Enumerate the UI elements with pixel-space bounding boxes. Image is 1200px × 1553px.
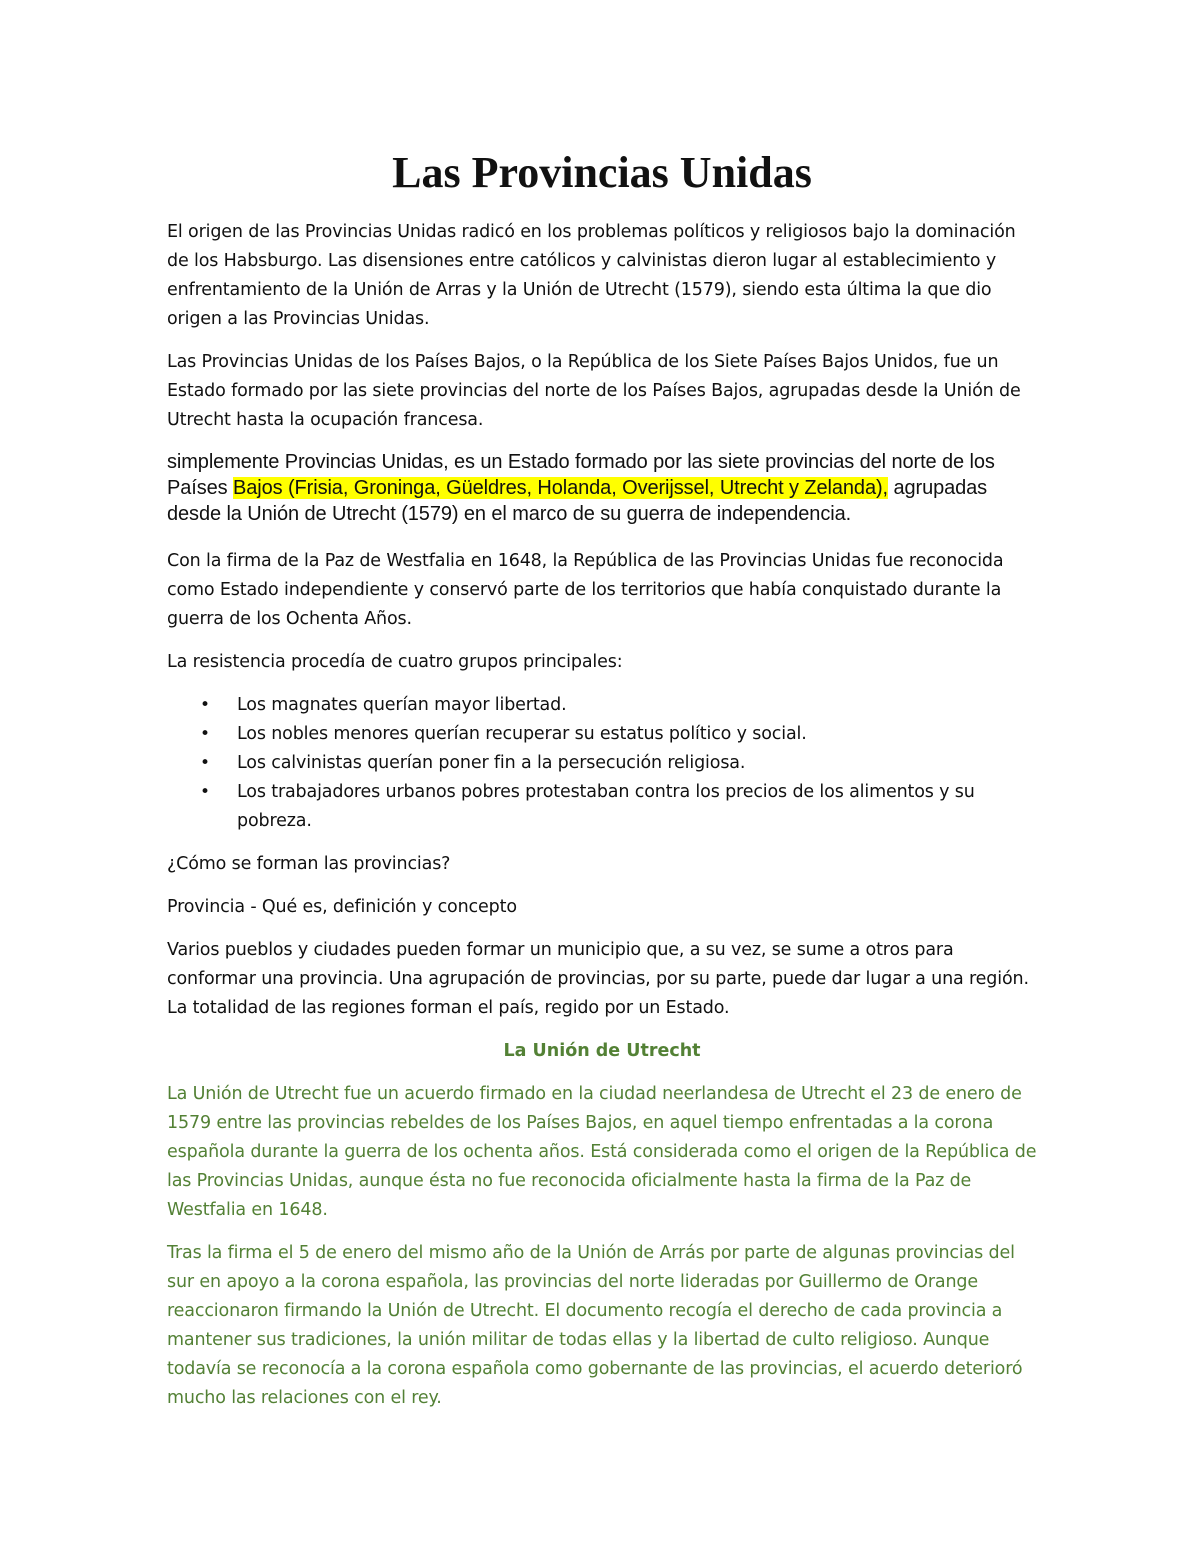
document-title: Las Provincias Unidas <box>392 148 812 197</box>
paragraph-utrecht-reaction: Tras la firma el 5 de enero del mismo año de la Unión de Arrás por parte de algunas provincias del sur en apoyo a la corona española, las provincias del norte lideradas por Guillermo de Orange reaccionaron firmando la Unión de Utrecht. El documento recogía el derecho de cada provincia a mantener sus tradiciones, la unión militar de todas ellas y la libertad de culto religioso. Aunque todavía se reconocía a la corona española como gobernante de las provincias, el acuerdo deterioró mucho las relaciones con el rey. <box>167 1243 1023 1408</box>
paragraph-seven-provinces-start: simplemente Provincias Unidas, es un Estado formado por las siete provincias del norte de los Países <box>167 451 995 499</box>
list-item-text: Los magnates querían mayor libertad. <box>237 695 567 715</box>
paragraph-westfalia: Con la firma de la Paz de Westfalia en 1648, la República de las Provincias Unidas fue reconocida como Estado independiente y conservó parte de los territorios que había conquistado durante la guerra de los Ochenta Años. <box>167 551 1004 629</box>
paragraph-province-concept: Provincia - Qué es, definición y concepto <box>167 897 517 917</box>
list-item <box>167 749 1037 778</box>
list-item-text: Los trabajadores urbanos pobres protestaban contra los precios de los alimentos y su pobreza. <box>237 782 975 831</box>
document-body <box>167 140 1037 1427</box>
list-item <box>167 778 1037 836</box>
list-item <box>167 691 1037 720</box>
bullet-icon: • <box>200 782 210 802</box>
list-item-text: Los calvinistas querían poner fin a la persecución religiosa. <box>237 753 746 773</box>
paragraph-seven-provinces-end: agrupadas desde la Unión de Utrecht (1579) en el marco de su guerra de independencia. <box>167 477 988 525</box>
section-heading-utrecht: La Unión de Utrecht <box>503 1041 701 1061</box>
paragraph-question: ¿Cómo se forman las provincias? <box>167 854 451 874</box>
highlighted-provinces-list: Bajos (Frisia, Groninga, Güeldres, Holanda, Overijssel, Utrecht y Zelanda), <box>233 477 888 499</box>
paragraph-utrecht-agreement: La Unión de Utrecht fue un acuerdo firmado en la ciudad neerlandesa de Utrecht el 23 de enero de 1579 entre las provincias rebeldes de los Países Bajos, en aquel tiempo enfrentadas a la corona española durante la guerra de los ochenta años. Está considerada como el origen de la República de las Provincias Unidas, aunque ésta no fue reconocida oficialmente hasta la firma de la Paz de Westfalia en 1648. <box>167 1084 1037 1220</box>
paragraph-resistance-intro: La resistencia procedía de cuatro grupos principales: <box>167 652 623 672</box>
list-item <box>167 720 1037 749</box>
resistance-groups-list <box>167 691 1037 836</box>
paragraph-municipalities: Varios pueblos y ciudades pueden formar un municipio que, a su vez, se sume a otros para conformar una provincia. Una agrupación de provincias, por su parte, puede dar lugar a una región. La totalidad de las regiones forman el país, regido por un Estado. <box>167 940 1029 1018</box>
paragraph-origin: El origen de las Provincias Unidas radicó en los problemas políticos y religiosos bajo la dominación de los Habsburgo. Las disensiones entre católicos y calvinistas dieron lugar al establecimiento y enfrentamiento de la Unión de Arras y la Unión de Utrecht (1579), siendo esta última la que dio origen a las Provincias Unidas. <box>167 222 1016 329</box>
bullet-icon: • <box>200 724 210 744</box>
paragraph-definition: Las Provincias Unidas de los Países Bajos, o la República de los Siete Países Bajos Unidos, fue un Estado formado por las siete provincias del norte de los Países Bajos, agrupadas desde la Unión de Utrecht hasta la ocupación francesa. <box>167 352 1021 430</box>
bullet-icon: • <box>200 695 210 715</box>
list-item-text: Los nobles menores querían recuperar su estatus político y social. <box>237 724 807 744</box>
bullet-icon: • <box>200 753 210 773</box>
paragraph-seven-provinces <box>167 449 1037 527</box>
